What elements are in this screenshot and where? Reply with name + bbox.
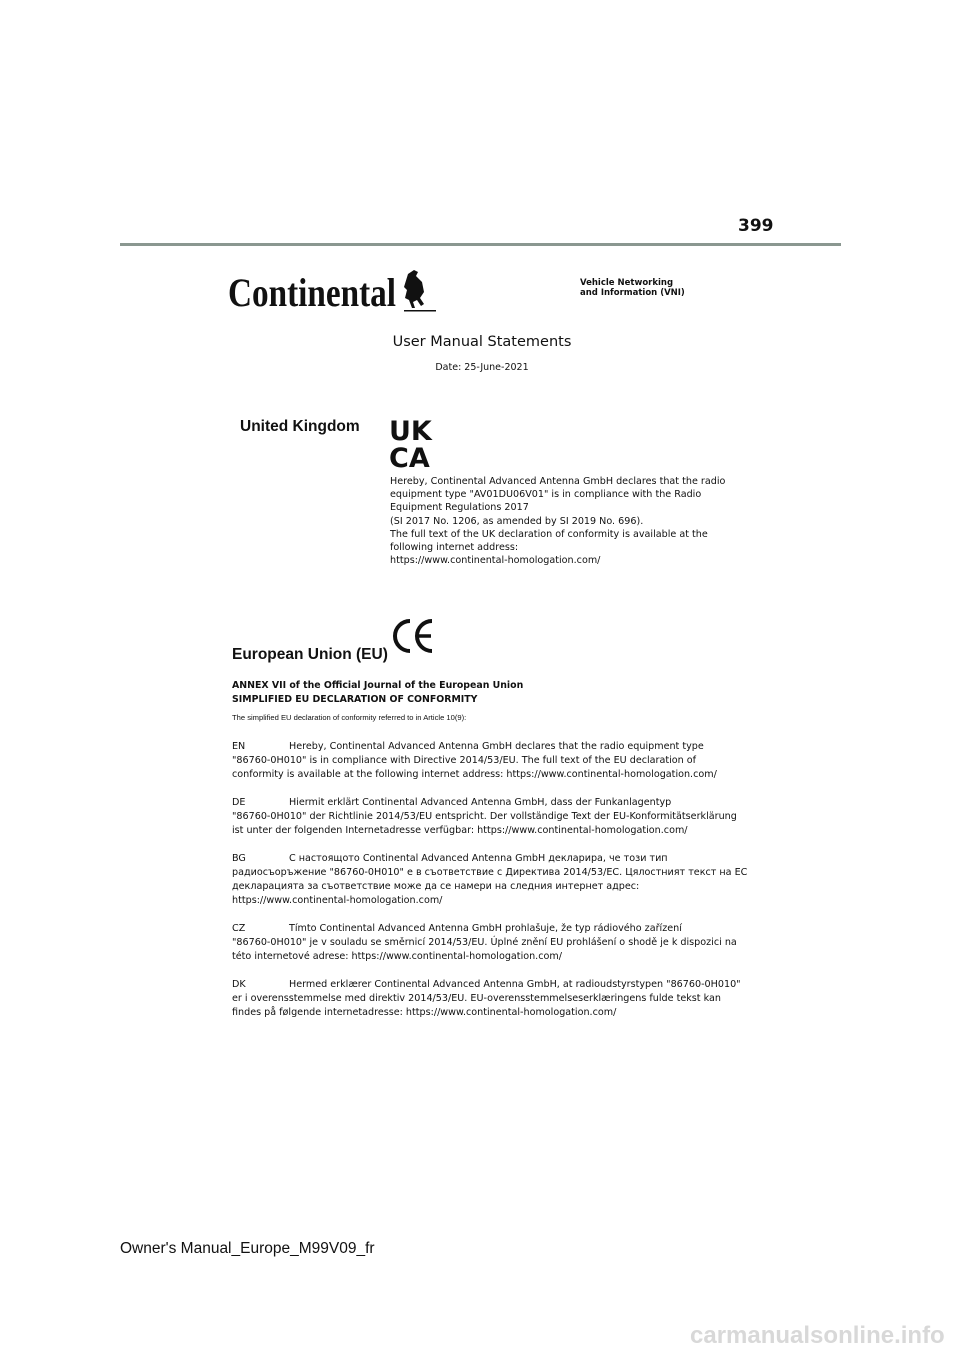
- annex-line-1: ANNEX VII of the Official Journal of the European Union: [232, 680, 524, 691]
- declaration-text: радиосъоръжение "86760-0H010" е в съответствие с Директива 2014/53/ЕС. Цялостният текст на ЕС: [232, 867, 748, 878]
- logo-text: Continental: [228, 270, 396, 314]
- declaration-line: [232, 894, 747, 908]
- uk-declaration-line: Hereby, Continental Advanced Antenna GmbH declares that the radio: [390, 476, 726, 487]
- declaration-line: [232, 978, 741, 992]
- declaration-cz: [232, 922, 737, 964]
- document-title: User Manual Statements: [392, 334, 572, 350]
- declaration-line: [232, 754, 717, 768]
- ukca-mark-icon: [389, 417, 443, 469]
- declaration-dk: [232, 978, 741, 1020]
- header-rule: [120, 243, 841, 246]
- declaration-text: Hereby, Continental Advanced Antenna GmbH declares that the radio equipment type: [289, 741, 704, 752]
- ce-mark-icon: [391, 617, 435, 655]
- uk-declaration-line: Equipment Regulations 2017: [390, 502, 529, 514]
- language-code: EN: [232, 741, 246, 752]
- declaration-text: "86760-0H010" je v souladu se směrnicí 2014/53/EU. Úplné znění EU prohlášení o shodě je k dispozici na: [232, 937, 737, 948]
- declaration-line: [232, 1006, 741, 1020]
- declaration-text: декларацията за съответствие може да се намери на следния интернет адрес:: [232, 881, 640, 892]
- ukca-mark-uk: UK: [389, 417, 432, 447]
- declaration-text: Hiermit erklärt Continental Advanced Antenna GmbH, dass der Funkanlagentyp: [289, 797, 672, 808]
- declaration-text: ist unter der folgenden Internetadresse verfügbar: https://www.continental-homologation.com/: [232, 825, 688, 836]
- language-code: BG: [232, 853, 246, 864]
- division-name: [580, 278, 685, 298]
- declaration-line: [232, 950, 737, 964]
- horse-icon: [404, 270, 424, 308]
- declaration-text: Tímto Continental Advanced Antenna GmbH prohlašuje, že typ rádiového zařízení: [289, 923, 682, 934]
- annex-line-2: SIMPLIFIED EU DECLARATION OF CONFORMITY: [232, 694, 478, 705]
- logo-underline: [404, 310, 436, 312]
- declaration-en: [232, 740, 717, 782]
- declaration-de: [232, 796, 737, 838]
- eu-heading: European Union (EU): [232, 646, 388, 663]
- declaration-line: [232, 824, 737, 838]
- declaration-text: er i overensstemmelse med direktiv 2014/53/EU. EU-overensstemmelseserklæringens fulde tekst kan: [232, 993, 721, 1004]
- declaration-text: С настоящото Continental Advanced Antenna GmbH декларира, че този тип: [289, 853, 668, 864]
- declaration-text: findes på følgende internetadresse: https://www.continental-homologation.com/: [232, 1007, 617, 1018]
- uk-declaration-line: following internet address:: [390, 542, 519, 554]
- declaration-line: [232, 796, 737, 810]
- footer-text: Owner's Manual_Europe_M99V09_fr: [120, 1240, 375, 1257]
- declaration-bg: [232, 852, 747, 908]
- uk-declaration-line: The full text of the UK declaration of conformity is available at the: [390, 528, 708, 540]
- uk-declaration: [390, 475, 725, 567]
- division-line-1: Vehicle Networking: [580, 278, 674, 288]
- declaration-line: [232, 992, 741, 1006]
- declaration-text: "86760-0H010" is in compliance with Directive 2014/53/EU. The full text of the EU declaration of: [232, 755, 697, 766]
- page-number: 399: [738, 216, 774, 236]
- annex-heading: [232, 679, 523, 707]
- declaration-text: conformity is available at the following internet address: https://www.continental-homologation.com/: [232, 769, 717, 780]
- uk-declaration-line: equipment type "AV01DU06V01" is in compliance with the Radio: [390, 489, 702, 501]
- declaration-line: [232, 768, 717, 782]
- declaration-line: [232, 880, 747, 894]
- declaration-line: [232, 740, 717, 754]
- document-date: Date: 25-June-2021: [435, 362, 529, 373]
- declaration-line: [232, 922, 737, 936]
- declaration-text: "86760-0H010" der Richtlinie 2014/53/EU entspricht. Der vollständige Text der EU-Konformitätserklärung: [232, 811, 737, 822]
- declaration-text: této internetové adrese: https://www.continental-homologation.com/: [232, 951, 562, 962]
- eu-intro: The simplified EU declaration of conformity referred to in Article 10(9):: [232, 713, 467, 722]
- uk-declaration-line: https://www.continental-homologation.com/: [390, 555, 601, 567]
- language-code: CZ: [232, 923, 246, 934]
- continental-logo: [228, 266, 438, 314]
- declaration-text: Hermed erklærer Continental Advanced Antenna GmbH, at radioudstyrstypen "86760-0H010": [289, 979, 741, 990]
- uk-declaration-line: (SI 2017 No. 1206, as amended by SI 2019 No. 696).: [390, 515, 644, 527]
- language-code: DE: [232, 797, 246, 808]
- declaration-line: [232, 866, 747, 880]
- ukca-mark-ca: CA: [389, 443, 430, 469]
- declaration-text: https://www.continental-homologation.com/: [232, 895, 443, 906]
- language-code: DK: [232, 979, 246, 990]
- declaration-line: [232, 852, 747, 866]
- division-line-2: and Information (VNI): [580, 288, 685, 298]
- watermark: carmanualsonline.info: [690, 1322, 945, 1349]
- uk-heading: United Kingdom: [240, 418, 360, 435]
- declaration-line: [232, 936, 737, 950]
- declaration-line: [232, 810, 737, 824]
